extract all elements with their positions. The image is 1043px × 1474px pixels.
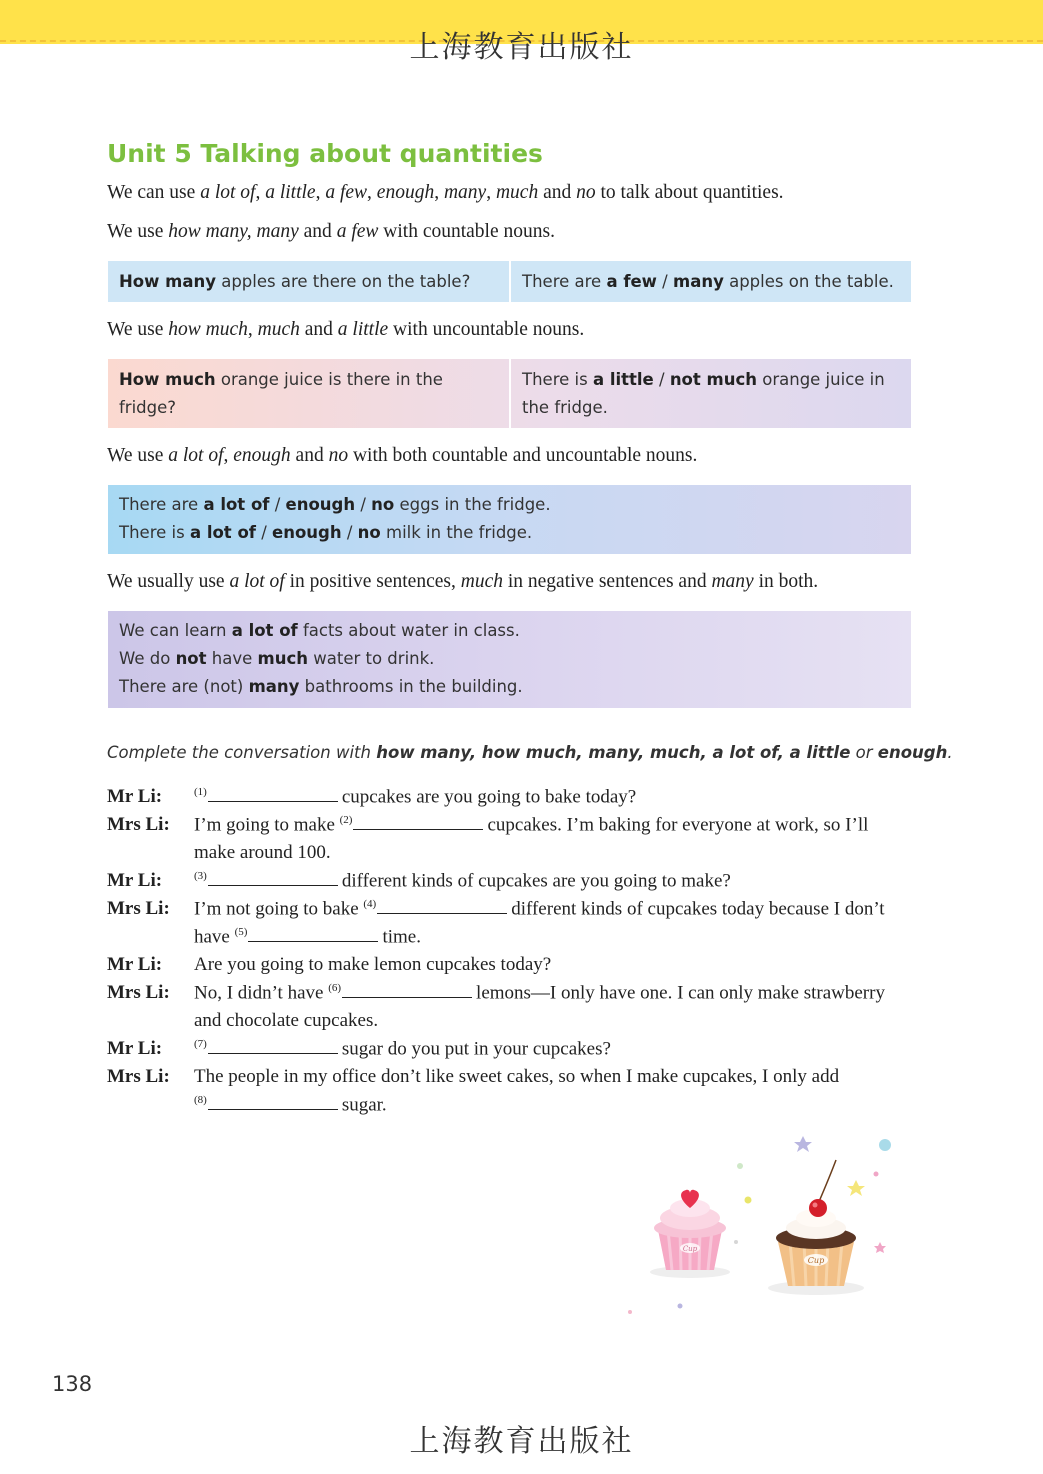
dialogue-line: The people in my office don’t like sweet cakes, so when I make cupcakes, I only add [194, 1066, 840, 1087]
cupcake-label: Cup [682, 1245, 698, 1253]
dialogue-line: $^{(8)}$ sugar. [194, 1094, 387, 1116]
speaker-label: Mrs Li: [107, 898, 170, 919]
speaker-label: Mrs Li: [107, 1066, 170, 1087]
speaker-label: Mr Li: [107, 870, 163, 891]
chocolate-cupcake [768, 1160, 864, 1295]
dialogue-line: Are you going to make lemon cupcakes today? [194, 954, 552, 975]
example-line: We can learn a lot of facts about water in class. [119, 621, 520, 640]
example-box-uncountable [108, 359, 911, 428]
intro-paragraph-3: We use how much, much and a little with uncountable nouns. [107, 319, 585, 340]
dialogue-line: $^{(3)}$ different kinds of cupcakes are you going to make? [194, 870, 731, 892]
example-box-usage [108, 611, 911, 708]
example-line: There are (not) many bathrooms in the building. [119, 677, 523, 696]
example-box-both [108, 485, 911, 554]
answer-blank-1[interactable] [208, 787, 338, 802]
publisher-watermark-bottom: 上海教育出版社 [409, 1424, 634, 1459]
example-line: There are a lot of / enough / no eggs in the fridge. [119, 495, 551, 514]
example-question: How many apples are there on the table? [119, 271, 471, 291]
intro-paragraph-1: We can use a lot of, a little, a few, enough, many, much and no to talk about quantities. [107, 182, 784, 203]
answer-blank-4[interactable] [377, 899, 507, 914]
unit-title: Unit 5 Talking about quantities [107, 139, 543, 168]
dialogue-line: $^{(7)}$ sugar do you put in your cupcakes? [194, 1038, 611, 1060]
page-number: 138 [52, 1372, 93, 1396]
example-answer: There are a few / many apples on the table. [522, 271, 894, 291]
dialogue-line: $^{(1)}$ cupcakes are you going to bake today? [194, 786, 637, 808]
speaker-label: Mrs Li: [107, 982, 170, 1003]
speaker-label: Mr Li: [107, 786, 163, 807]
speaker-label: Mr Li: [107, 1038, 163, 1059]
cupcake-label: Cup [807, 1256, 825, 1265]
example-line: There is a lot of / enough / no milk in the fridge. [119, 523, 533, 542]
answer-blank-8[interactable] [208, 1095, 338, 1110]
intro-paragraph-2: We use how many, many and a few with countable nouns. [107, 221, 555, 242]
intro-paragraph-4: We use a lot of, enough and no with both countable and uncountable nouns. [107, 445, 698, 466]
answer-blank-2[interactable] [353, 815, 483, 830]
answer-blank-3[interactable] [208, 871, 338, 886]
speaker-label: Mr Li: [107, 954, 163, 975]
example-line: We do not have much water to drink. [119, 649, 435, 668]
dialogue-line: have $^{(5)}$ time. [194, 926, 421, 948]
example-answer: There is a little / not much orange juice in the fridge. [522, 369, 885, 417]
dialogue-line: I’m not going to bake $^{(4)}$ different kinds of cupcakes today because I don’t [194, 898, 885, 920]
exercise-instruction: Complete the conversation with how many, how much, many, much, a lot of, a little or enough. [107, 743, 953, 762]
example-question: How much orange juice is there in the fridge? [119, 369, 443, 417]
speaker-label: Mrs Li: [107, 814, 170, 835]
dialogue-line: and chocolate cupcakes. [194, 1010, 379, 1031]
answer-blank-6[interactable] [342, 983, 472, 998]
example-box-countable [108, 261, 911, 302]
publisher-watermark-top: 上海教育出版社 [409, 30, 634, 65]
dialogue-line: No, I didn’t have $^{(6)}$ lemons—I only have one. I can only make strawberry [194, 982, 885, 1004]
dialogue-line: make around 100. [194, 842, 331, 863]
pink-cupcake [650, 1190, 730, 1278]
answer-blank-5[interactable] [248, 927, 378, 942]
cupcakes-illustration [610, 1130, 910, 1320]
intro-paragraph-5: We usually use a lot of in positive sentences, much in negative sentences and many in both. [107, 571, 819, 592]
dialogue-line: I’m going to make $^{(2)}$ cupcakes. I’m baking for everyone at work, so I’ll [194, 814, 869, 836]
answer-blank-7[interactable] [208, 1039, 338, 1054]
